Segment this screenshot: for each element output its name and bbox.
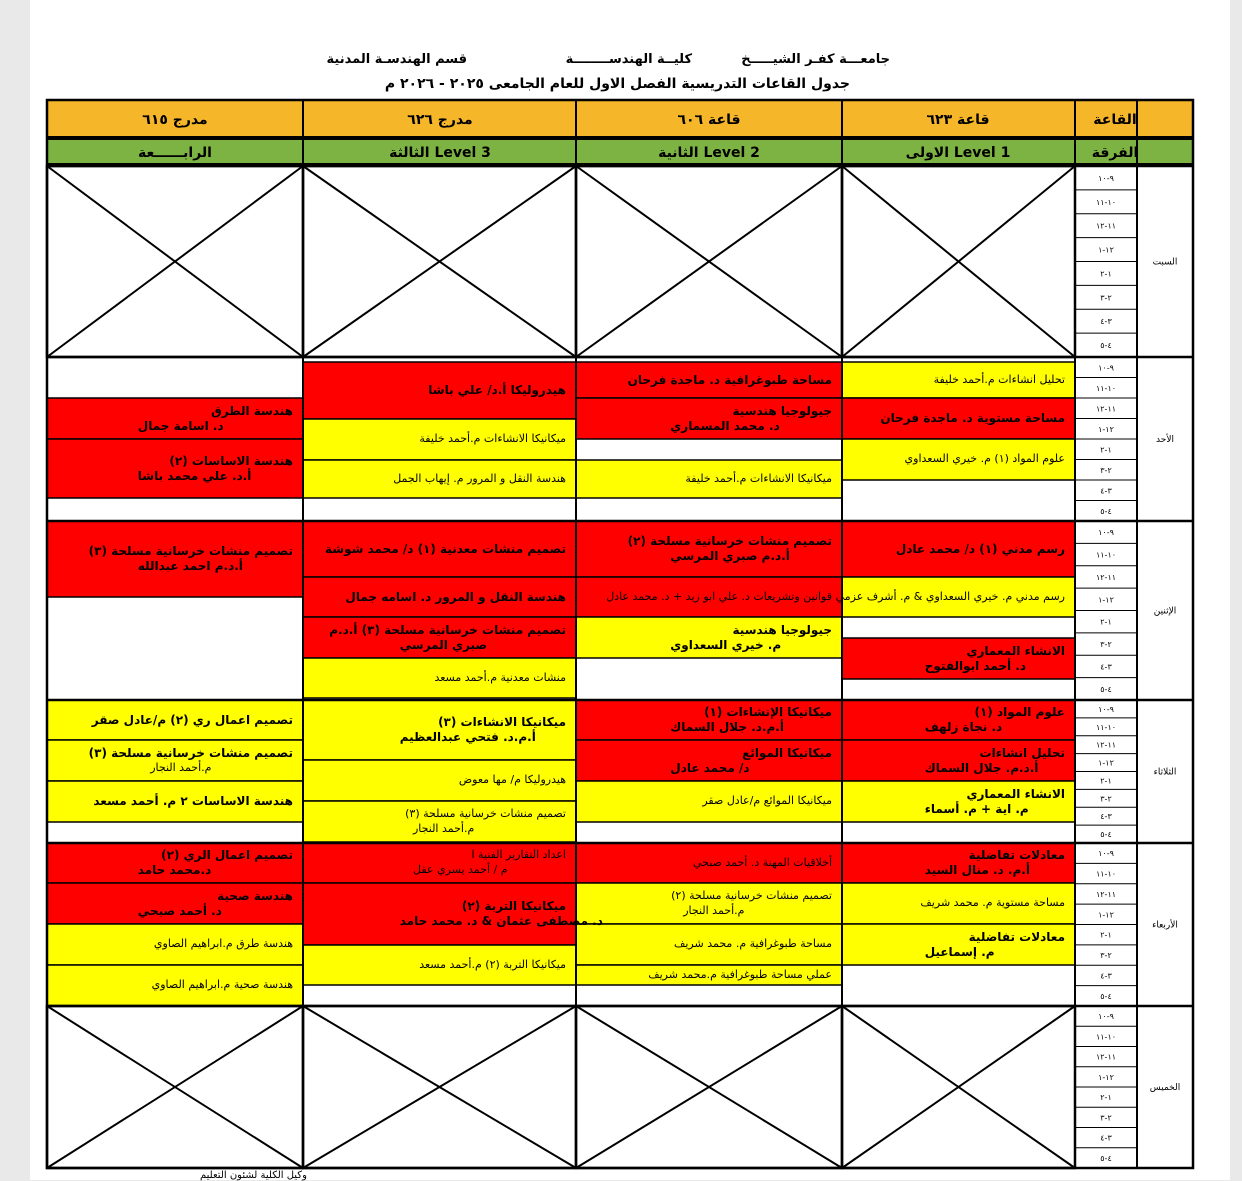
session-text: أخلاقيات المهنة د. أحمد صبحي [692, 855, 832, 869]
year-name: الاولى Level 1 [905, 145, 1011, 161]
session-text: هيدروليكا م/ مها معوض [458, 773, 566, 786]
session-text: الانشاء المعماري [966, 786, 1065, 801]
time-slot-label: ٤-٥ [1100, 1153, 1112, 1163]
time-slot-label: ٣-٤ [1100, 812, 1112, 822]
time-slot-label: ٩-١٠ [1098, 173, 1114, 183]
time-slot-label: ٣-٤ [1100, 662, 1112, 672]
session-cell[interactable] [51, 439, 299, 498]
session-cell[interactable] [307, 760, 572, 801]
session-text: ميكانيكا الموائع م/عادل صقر [702, 794, 832, 807]
room-name: قاعة ٦٢٣ [926, 112, 990, 128]
time-slot-label: ١١-١٢ [1095, 221, 1117, 231]
day-label: الثلاثاء [1153, 767, 1177, 778]
session-text: أ.د.م احمد عبدالله [137, 559, 243, 573]
session-text: ميكانيكا الموائع [742, 745, 832, 760]
time-slot-label: ١٠-١١ [1095, 383, 1117, 393]
session-cell[interactable] [51, 398, 299, 439]
time-slot-label: ٩-١٠ [1098, 849, 1114, 859]
time-slot-label: ١-٢ [1100, 269, 1112, 279]
time-slot-label: ١٢-١ [1098, 910, 1114, 920]
session-cell[interactable] [835, 577, 1071, 617]
session-text: هندسة الاساسات (٢) [169, 453, 293, 468]
room-name: مدرج ٦٢٦ [407, 112, 473, 128]
session-text: تصميم منشات خرسانية مسلحة (٣) [88, 745, 293, 760]
session-cell[interactable] [580, 521, 838, 577]
day-label: الإثنين [1153, 606, 1177, 617]
session-cell[interactable] [846, 638, 1071, 679]
session-cell[interactable] [580, 617, 838, 658]
session-text: ميكانيكا التربة (٢) م.أحمد مسعد [419, 957, 566, 971]
room-column-label: القاعة [1093, 112, 1137, 128]
year-name: الرابــــــعة [138, 145, 212, 161]
time-slot-label: ١٢-١ [1098, 1072, 1114, 1082]
time-slot-label: ١١-١٢ [1095, 740, 1117, 750]
session-text: منشات معدنية م.أحمد مسعد [434, 670, 566, 684]
session-cell[interactable] [51, 924, 299, 965]
session-text: هندسة صحية م.ابراهيم الصاوي [151, 978, 293, 991]
session-text: م. اية + م. أسماء [924, 801, 1029, 816]
session-cell[interactable] [580, 924, 838, 965]
time-slot-label: ٢-٣ [1100, 640, 1112, 650]
session-cell[interactable] [580, 577, 838, 617]
session-text: أ.م. د. منال السيد [924, 863, 1030, 877]
faculty-name: كليــة الهندســــــــة [565, 52, 692, 67]
session-text: د. أحمد صبحي [137, 903, 222, 918]
time-slot-label: ٣-٤ [1100, 1133, 1112, 1143]
time-slot-label: ١٠-١١ [1095, 197, 1117, 207]
session-text: م.أحمد النجار [683, 903, 745, 917]
session-text: تصميم منشات خرسانية مسلحة (٣) أ.د.م [329, 622, 566, 637]
time-slot-label: ٢-٣ [1100, 293, 1112, 303]
session-cell[interactable] [580, 965, 838, 985]
session-text: مساحة مستوية م. محمد شريف [920, 896, 1065, 909]
session-cell[interactable] [51, 965, 299, 1006]
session-cell[interactable] [307, 521, 572, 577]
day-label: الخميس [1149, 1083, 1181, 1093]
year-name: الثالثة Level 3 [389, 145, 491, 161]
session-cell[interactable] [51, 521, 299, 597]
session-text: هندسة النقل و المرور د. اسامه جمال [345, 589, 566, 604]
session-text: تصميم منشات خرسانية مسلحة (٣) [88, 544, 293, 558]
session-text: صبري المرسي [399, 637, 487, 652]
session-text: م / أحمد يسري عقل [413, 863, 508, 876]
session-cell[interactable] [846, 883, 1071, 924]
session-cell[interactable] [580, 362, 838, 398]
session-cell[interactable] [307, 658, 572, 698]
session-cell[interactable] [580, 843, 838, 883]
day-label: السبت [1152, 257, 1178, 268]
room-name: مدرج ٦١٥ [142, 112, 208, 128]
year-column-label: الفرقة [1091, 145, 1139, 161]
session-text: أ.د.م. جلال السماك [924, 760, 1039, 775]
session-text: معادلات تفاضلية [968, 848, 1065, 862]
session-text: أ.د. علي محمد باشا [137, 468, 252, 483]
session-text: رسم مدني م. خيري السعداوي & م. أشرف عزمي [835, 589, 1065, 603]
footer-signature: وكيل الكلية لشئون التعليم [200, 1170, 307, 1181]
session-text: تصميم اعمال الري (٢) [161, 848, 293, 862]
session-text: أ.م.د. جلال السماك [670, 720, 784, 734]
session-cell[interactable] [846, 843, 1071, 883]
session-text: م.أحمد النجار [413, 821, 475, 835]
session-text: مساحة طبوغرافية م. محمد شريف [673, 937, 832, 950]
session-cell[interactable] [307, 801, 572, 842]
session-text: ميكانيكا الانشاءات (٣) [438, 715, 566, 729]
session-cell[interactable] [580, 700, 838, 740]
time-slot-label: ١-٢ [1100, 776, 1112, 786]
session-cell[interactable] [51, 883, 299, 924]
time-slot-label: ١-٢ [1100, 1093, 1112, 1103]
session-cell[interactable] [307, 883, 603, 945]
session-text: معادلات تفاضلية [968, 929, 1065, 944]
session-cell[interactable] [307, 617, 572, 658]
session-text: ميكانيكا التربة (٢) [461, 899, 566, 913]
session-text: تصميم منشات خرسانية مسلحة (٢) [671, 888, 832, 902]
session-text: رسم مدني (١) د/ محمد عادل [895, 541, 1065, 556]
time-slot-label: ٩-١٠ [1098, 363, 1114, 373]
session-cell[interactable] [580, 398, 838, 439]
session-cell[interactable] [846, 924, 1071, 965]
session-cell[interactable] [846, 398, 1071, 439]
session-text: هندسة طرق م.ابراهيم الصاوي [153, 937, 293, 950]
session-text: جيولوجيا هندسية [732, 403, 832, 418]
session-cell[interactable] [307, 945, 572, 985]
time-slot-label: ١٢-١ [1098, 245, 1114, 255]
session-text: هندسة صحية [217, 888, 293, 903]
session-text: أ.د.م صبري المرسي [670, 549, 790, 563]
schedule-title: جدول القاعات التدريسية الفصل الاول للعام الجامعى ٢٠٢٥ - ٢٠٢٦ م [384, 76, 850, 92]
time-slot-label: ٢-٣ [1100, 794, 1112, 804]
day-label: الأربعاء [1152, 920, 1178, 931]
year-name: الثانية Level 2 [658, 145, 760, 161]
session-text: د. أحمد ابوالفتوح [924, 658, 1027, 673]
session-text: علوم المواد (١) [974, 705, 1065, 719]
session-cell[interactable] [846, 362, 1071, 398]
time-slot-label: ١٠-١١ [1095, 869, 1117, 879]
session-cell[interactable] [846, 521, 1071, 577]
time-slot-label: ١٢-١ [1098, 424, 1114, 434]
session-text: د.محمد حامد [137, 863, 212, 877]
time-slot-label: ٤-٥ [1100, 341, 1112, 351]
session-text: د. اسامة جمال [137, 418, 224, 433]
time-slot-label: ١-٢ [1100, 930, 1112, 940]
time-slot-label: ٩-١٠ [1098, 528, 1114, 538]
session-cell[interactable] [846, 439, 1071, 480]
session-cell[interactable] [307, 843, 572, 883]
session-cell[interactable] [846, 740, 1071, 781]
time-slot-label: ٢-٣ [1100, 465, 1112, 475]
session-cell[interactable] [51, 700, 299, 740]
time-slot-label: ٣-٤ [1100, 486, 1112, 496]
session-cell[interactable] [846, 700, 1071, 740]
time-slot-label: ٤-٥ [1100, 991, 1112, 1001]
session-text: عملي مساحة طبوغرافية م.محمد شريف [648, 967, 832, 981]
session-text: مساحة طبوغرافية د. ماجدة فرحان [627, 372, 832, 387]
time-slot-label: ٣-٤ [1100, 317, 1112, 327]
session-text: تصميم اعمال ري (٢) م/عادل صقر [91, 712, 293, 727]
session-text: د. مصطفى عثمان & د. محمد حامد [399, 914, 603, 928]
time-slot-label: ١١-١٢ [1095, 1052, 1117, 1062]
session-text: هندسة الاساسات ٢ م. أحمد مسعد [93, 794, 293, 808]
session-cell[interactable] [307, 419, 572, 460]
time-slot-label: ١٠-١١ [1095, 1032, 1117, 1042]
session-text: أ.م.د. فتحي عبدالعظيم [399, 730, 536, 744]
session-text: تحليل انشاءات م.أحمد خليفة [933, 372, 1065, 386]
session-text: الانشاء المعماري [966, 643, 1065, 658]
year-header-band [47, 139, 1193, 164]
session-text: ميكانيكا الإنشاءات (١) [704, 705, 832, 719]
session-text: جيولوجيا هندسية [732, 622, 832, 637]
time-slot-label: ٢-٣ [1100, 951, 1112, 961]
session-text: هندسة الطرق [211, 403, 293, 418]
time-slot-label: ٤-٥ [1100, 684, 1112, 694]
room-header-band [47, 100, 1193, 137]
university-name: جامعـــة كفـر الشيـــــخ [741, 52, 890, 67]
session-text: د. نجاة زلهف [924, 720, 1003, 734]
session-cell[interactable] [51, 740, 299, 781]
session-cell[interactable] [580, 781, 838, 822]
session-text: مساحة مستوية د. ماجدة فرحان [880, 411, 1065, 425]
session-text: د. محمد المسماري [670, 418, 780, 433]
session-cell[interactable] [846, 781, 1071, 822]
session-text: تصميم منشات خرسانية مسلحة (٢) [627, 534, 832, 548]
time-slot-label: ١١-١٢ [1095, 572, 1117, 582]
session-text: هيدروليكا أ.د/ علي باشا [428, 383, 566, 397]
time-slot-label: ١٠-١١ [1095, 550, 1117, 560]
time-slot-label: ١٠-١١ [1095, 722, 1117, 732]
session-text: م.أحمد النجار [150, 760, 212, 774]
time-slot-label: ١-٢ [1100, 617, 1112, 627]
time-slot-label: ٢-٣ [1100, 1113, 1112, 1123]
session-text: تصميم منشات معدنية (١) د/ محمد شوشة [325, 541, 566, 556]
time-slot-label: ١-٢ [1100, 445, 1112, 455]
time-slot-label: ٩-١٠ [1098, 1012, 1114, 1022]
department-name: قسم الهندسـة المدنية [326, 52, 467, 67]
session-text: د/ محمد عادل [670, 760, 750, 775]
time-slot-label: ٩-١٠ [1098, 704, 1114, 714]
session-text: م. خيري السعداوي [670, 637, 782, 652]
time-slot-label: ١١-١٢ [1095, 404, 1117, 414]
time-slot-label: ١٢-١ [1098, 595, 1114, 605]
time-slot-label: ٤-٥ [1100, 830, 1112, 840]
session-cell[interactable] [307, 460, 572, 498]
session-text: تحليل انشاءات [979, 745, 1065, 760]
session-cell[interactable] [580, 460, 838, 498]
session-text: ميكانيكا الانشاءات م.أحمد خليفة [685, 471, 832, 485]
session-text: ميكانيكا الانشاءات م.أحمد خليفة [419, 432, 566, 445]
session-text: م. إسماعيل [924, 944, 995, 959]
session-text: تصميم منشات خرسانية مسلحة (٣) [405, 806, 566, 820]
session-text: قوانين وتشريعات د. علي ابو زيد + د. محمد عادل [606, 589, 832, 603]
session-cell[interactable] [307, 700, 572, 760]
time-slot-label: ٤-٥ [1100, 506, 1112, 516]
time-slot-label: ٣-٤ [1100, 971, 1112, 981]
session-cell[interactable] [580, 883, 838, 924]
time-slot-label: ١٢-١ [1098, 758, 1114, 768]
room-name: قاعة ٦٠٦ [677, 112, 741, 128]
day-label: الأحد [1156, 435, 1174, 445]
time-slot-label: ١١-١٢ [1095, 889, 1117, 899]
session-cell[interactable] [51, 781, 299, 822]
session-cell[interactable] [307, 362, 572, 419]
session-cell[interactable] [51, 843, 299, 883]
session-cell[interactable] [307, 577, 572, 617]
session-text: علوم المواد (١) م. خيري السعداوي [904, 452, 1065, 465]
session-text: اعداد التقارير الفنية ا [471, 848, 566, 861]
session-text: هندسة النقل و المرور م. إيهاب الجمل [393, 471, 566, 485]
session-cell[interactable] [580, 740, 838, 781]
